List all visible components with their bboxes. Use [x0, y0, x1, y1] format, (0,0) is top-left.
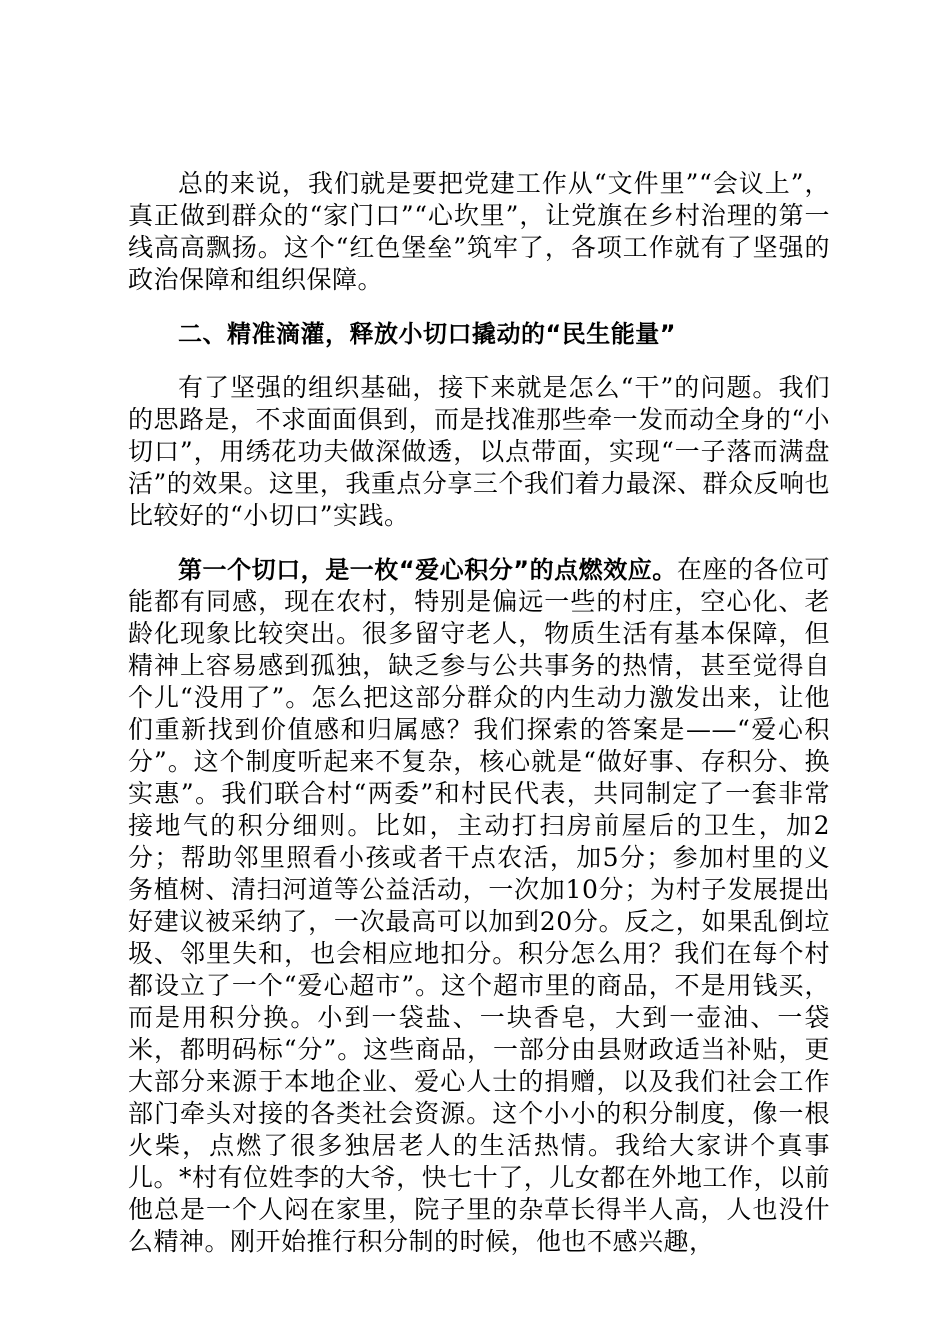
- section-heading-2: 二、精准滴灌，释放小切口撬动的“民生能量”: [178, 320, 677, 348]
- paragraph-lead-bold: 第一个切口，是一枚“爱心积分”的点燃效应。: [178, 556, 677, 584]
- document-body: [128, 168, 830, 1280]
- paragraph-body-text: 在座的各位可能都有同感，现在农村，特别是偏远一些的村庄，空心化、老龄化现象比较突出。很多留守老人，物质生活有基本保障，但精神上容易感到孤独，缺乏参与公共事务的热情，甚至觉得自个儿“没用了”。怎么把这部分群众的内生动力激发出来，让他们重新找到价值感和归属感？我们探索的答案是——“爱心积分”。这个制度听起来不复杂，核心就是“做好事、存积分、换实惠”。我们联合村“两委”和村民代表，共同制定了一套非常接地气的积分细则。比如，主动打扫房前屋后的卫生，加2分；帮助邻里照看小孩或者干点农活，加5分；参加村里的义务植树、清扫河道等公益活动，一次加10分；为村子发展提出好建议被采纳了，一次最高可以加到20分。反之，如果乱倒垃圾、邻里失和，也会相应地扣分。积分怎么用？我们在每个村都设立了一个“爱心超市”。这个超市里的商品，不是用钱买，而是用积分换。小到一袋盐、一块香皂，大到一壶油、一袋米，都明码标“分”。这些商品，一部分由县财政适当补贴，更大部分来源于本地企业、爱心人士的捐赠，以及我们社会工作部门牵头对接的各类社会资源。这个小小的积分制度，像一根火柴，点燃了很多独居老人的生活热情。我给大家讲个真事儿。*村有位姓李的大爷，快七十了，儿女都在外地工作，以前他总是一个人闷在家里，院子里的杂草长得半人高，人也没什么精神。刚开始推行积分制的时候，他也不感兴趣，: [128, 555, 830, 1256]
- paragraph-summary: 总的来说，我们就是要把党建工作从“文件里”“会议上”，真正做到群众的“家门口”“心坎里”，让党旗在乡村治理的第一线高高飘扬。这个“红色堡垒”筑牢了，各项工作就有了坚强的政治保障和组织保障。: [128, 169, 830, 294]
- paragraph-approach: 有了坚强的组织基础，接下来就是怎么“干”的问题。我们的思路是，不求面面俱到，而是找准那些牵一发而动全身的“小切口”，用绣花功夫做深做透，以点带面，实现“一子落而满盘活”的效果。这里，我重点分享三个我们着力最深、群众反响也比较好的“小切口”实践。: [128, 373, 830, 530]
- paragraph-love-points: [128, 554, 830, 1258]
